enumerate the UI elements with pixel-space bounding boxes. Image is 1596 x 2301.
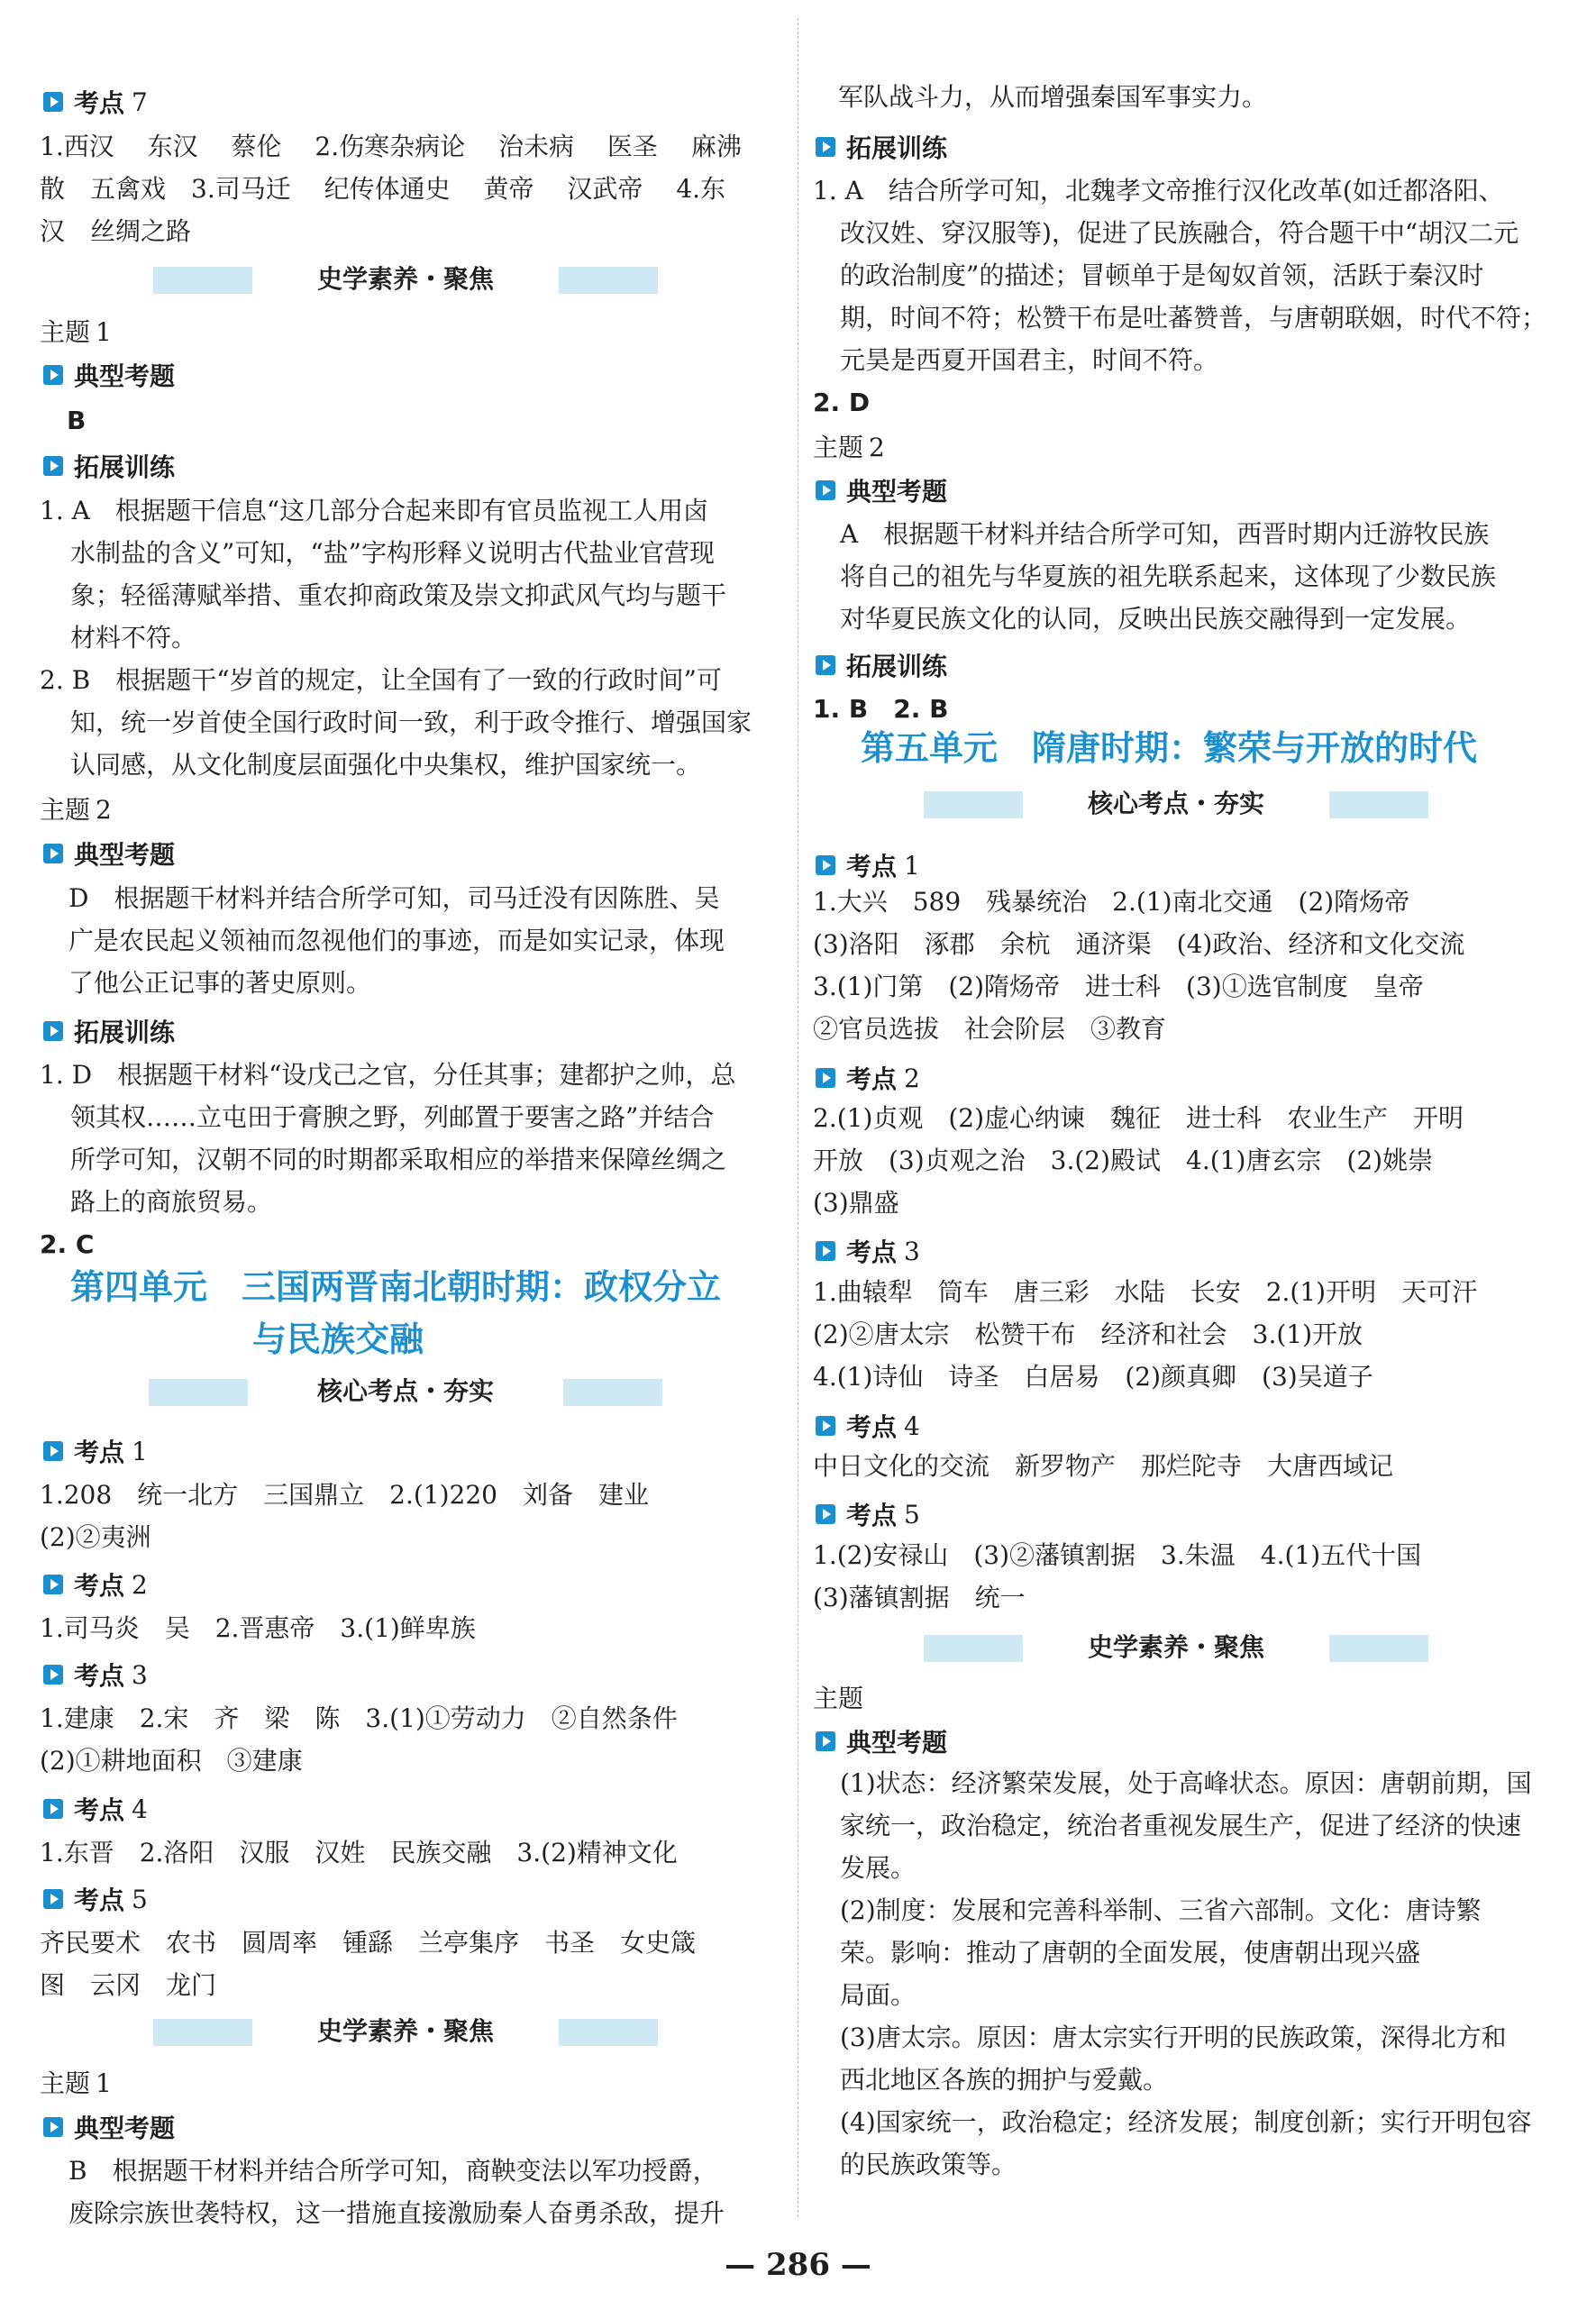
text-line: 4.(1)诗仙 诗圣 白居易 (2)颜真卿 (3)吴道子 <box>813 1362 1373 1392</box>
topic-heading: 主题 2 <box>813 433 885 462</box>
text-line: D 根据题干材料并结合所学可知，司马迁没有因陈胜、吴 <box>68 883 720 913</box>
play-icon <box>43 1799 63 1819</box>
text-line: 水制盐的含义”可知，“盐”字构形释义说明古代盐业官营现 <box>70 538 715 568</box>
dianxing-header: 典型考题 <box>816 472 947 508</box>
text-line: 1.(2)安禄山 (3)②藩镇割据 3.朱温 4.(1)五代十国 <box>813 1540 1422 1570</box>
play-icon <box>816 655 835 675</box>
text-line: (2)制度：发展和完善科举制、三省六部制。文化：唐诗繁 <box>840 1895 1482 1925</box>
text-line: 1.司马炎 吴 2.晋惠帝 3.(1)鲜卑族 <box>40 1613 476 1643</box>
text-line: 汉 丝绸之路 <box>40 216 192 246</box>
text-line: 齐民要术 农书 圆周率 锺繇 兰亭集序 书圣 女史箴 <box>40 1928 697 1958</box>
text-line: 1.东晋 2.洛阳 汉服 汉姓 民族交融 3.(2)精神文化 <box>40 1838 678 1867</box>
text-line: 图 云冈 龙门 <box>40 1970 217 2000</box>
text-line: 的政治制度”的描述；冒顿单于是匈奴首领，活跃于秦汉时 <box>840 260 1484 290</box>
play-icon <box>816 855 835 875</box>
text-line: 2. D <box>813 388 871 417</box>
text-line: 知，统一岁首使全国行政时间一致，利于政令推行、增强国家 <box>70 708 752 737</box>
play-icon <box>816 137 835 157</box>
text-line: 象；轻徭薄赋举措、重农抑商政策及崇文抑武风气均与题干 <box>70 580 727 610</box>
text-line: 发展。 <box>840 1853 917 1883</box>
text-line: (1)状态：经济繁荣发展，处于高峰状态。原因：唐朝前期，国 <box>840 1768 1532 1798</box>
text-line: (2)②唐太宗 松赞干布 经济和社会 3.(1)开放 <box>813 1319 1363 1349</box>
play-icon <box>43 456 63 476</box>
play-icon <box>43 365 63 385</box>
text-line: 的民族政策等。 <box>840 2150 1017 2179</box>
kaodian-header: 考点 4 <box>43 1791 148 1827</box>
text-line: 元昊是西夏开国君主，时间不符。 <box>840 345 1219 375</box>
play-icon <box>43 2117 63 2137</box>
tuozhan-header: 拓展训练 <box>816 129 947 165</box>
text-line: 3.(1)门第 (2)隋炀帝 进士科 (3)①选官制度 皇帝 <box>813 972 1424 1001</box>
text-line: ②官员选拔 社会阶层 ③教育 <box>813 1014 1167 1044</box>
text-line: 路上的商旅贸易。 <box>70 1187 273 1217</box>
play-icon <box>816 1504 835 1524</box>
tuozhan-header: 拓展训练 <box>43 1013 175 1049</box>
text-line: (4)国家统一，政治稳定；经济发展；制度创新；实行开明包容 <box>840 2107 1532 2137</box>
text-line: 1.大兴 589 残暴统治 2.(1)南北交通 (2)隋炀帝 <box>813 887 1410 917</box>
play-icon <box>43 1575 63 1594</box>
kaodian-header: 考点 5 <box>43 1881 148 1917</box>
kaodian-header: 考点 4 <box>816 1408 920 1444</box>
text-line: 1. A 结合所学可知，北魏孝文帝推行汉化改革(如迁都洛阳、 <box>813 176 1504 205</box>
kaodian-header: 考点 1 <box>43 1433 148 1469</box>
section-banner: 史学素养・聚焦 <box>153 2013 658 2050</box>
kaodian-header: 考点 5 <box>816 1496 920 1532</box>
section-banner: 核心考点・夯实 <box>149 1374 662 1410</box>
text-line: (2)①耕地面积 ③建康 <box>40 1746 303 1776</box>
play-icon <box>43 1665 63 1685</box>
unit-title: 第五单元 隋唐时期：繁荣与开放的时代 <box>861 727 1478 768</box>
text-line: 1. A 根据题干信息“这几部分合起来即有官员监视工人用卤 <box>40 496 709 525</box>
text-line: 1. B 2. B <box>813 694 949 724</box>
play-icon <box>816 1731 835 1751</box>
dianxing-header: 典型考题 <box>43 835 175 872</box>
page-number: — 286 — <box>725 2247 871 2283</box>
section-banner: 史学素养・聚焦 <box>924 1630 1428 1666</box>
text-line: 家统一，政治稳定，统治者重视发展生产，促进了经济的快速 <box>840 1811 1522 1840</box>
kaodian-header: 考点 1 <box>816 847 920 883</box>
play-icon <box>43 1021 63 1041</box>
text-line: 1.西汉 东汉 蔡伦 2.伤寒杂病论 治未病 医圣 麻沸 <box>40 132 742 161</box>
text-line: 2. B 根据题干“岁首的规定，让全国有了一致的行政时间”可 <box>40 665 722 695</box>
text-line: (3)唐太宗。原因：唐太宗实行开明的民族政策，深得北方和 <box>840 2023 1507 2052</box>
text-line: (2)②夷洲 <box>40 1522 151 1552</box>
text-line: A 根据题干材料并结合所学可知，西晋时期内迁游牧民族 <box>840 519 1490 549</box>
kaodian-header: 考点 2 <box>43 1566 148 1602</box>
text-line: 开放 (3)贞观之治 3.(2)殿试 4.(1)唐玄宗 (2)姚崇 <box>813 1146 1434 1175</box>
text-line: 了他公正记事的著史原则。 <box>68 968 372 998</box>
kaodian-header: 考点 3 <box>43 1657 148 1693</box>
text-line: 期，时间不符；松赞干布是吐蕃赞普，与唐朝联姻，时代不符； <box>840 303 1547 333</box>
text-line: (3)洛阳 涿郡 余杭 通济渠 (4)政治、经济和文化交流 <box>813 929 1465 959</box>
play-icon <box>816 1416 835 1436</box>
dianxing-header: 典型考题 <box>816 1723 947 1759</box>
text-line: 散 五禽戏 3.司马迁 纪传体通史 黄帝 汉武帝 4.东 <box>40 174 726 204</box>
text-line: 材料不符。 <box>70 623 197 653</box>
answer: B <box>67 406 87 435</box>
topic-heading: 主题 <box>813 1684 864 1713</box>
tuozhan-header: 拓展训练 <box>43 448 175 484</box>
text-line: 广是农民起义领袖而忽视他们的事迹，而是如实记录，体现 <box>68 926 725 955</box>
tuozhan-header: 拓展训练 <box>816 647 947 683</box>
kaodian-7-header: 考点 7 <box>43 84 148 120</box>
topic-heading: 主题 2 <box>40 795 112 825</box>
text-line: 废除宗族世袭特权，这一措施直接激励秦人奋勇杀敌，提升 <box>68 2198 725 2228</box>
topic-heading: 主题 1 <box>40 317 112 347</box>
text-line: 局面。 <box>840 1980 917 2010</box>
unit-title: 第四单元 三国两晋南北朝时期：政权分立 <box>70 1266 722 1307</box>
play-icon <box>43 1889 63 1909</box>
text-line: 领其权……立屯田于膏腴之野，列邮置于要害之路”并结合 <box>70 1102 715 1132</box>
text-line: 1.208 统一北方 三国鼎立 2.(1)220 刘备 建业 <box>40 1480 649 1510</box>
section-banner: 核心考点・夯实 <box>924 786 1428 822</box>
text-line: 荣。影响：推动了唐朝的全面发展，使唐朝出现兴盛 <box>840 1938 1421 1968</box>
play-icon <box>816 1068 835 1088</box>
text-line: 军队战斗力，从而增强秦国军事实力。 <box>838 82 1268 112</box>
play-icon <box>816 1241 835 1261</box>
text-line: 所学可知，汉朝不同的时期都采取相应的举措来保障丝绸之 <box>70 1145 727 1174</box>
section-banner: 史学素养・聚焦 <box>153 261 658 297</box>
text-line: (3)鼎盛 <box>813 1188 899 1218</box>
text-line: 1.曲辕犁 筒车 唐三彩 水陆 长安 2.(1)开明 天可汗 <box>813 1277 1478 1307</box>
dianxing-header: 典型考题 <box>43 2109 175 2145</box>
play-icon <box>816 480 835 500</box>
unit-title: 与民族交融 <box>252 1319 424 1359</box>
text-line: 改汉姓、穿汉服等)，促进了民族融合，符合题干中“胡汉二元 <box>840 218 1519 248</box>
text-line: 2.(1)贞观 (2)虚心纳谏 魏征 进士科 农业生产 开明 <box>813 1103 1464 1133</box>
text-line: 1.建康 2.宋 齐 梁 陈 3.(1)①劳动力 ②自然条件 <box>40 1703 678 1733</box>
kaodian-header: 考点 2 <box>816 1060 920 1096</box>
play-icon <box>43 92 63 112</box>
text-line: 中日文化的交流 新罗物产 那烂陀寺 大唐西域记 <box>813 1451 1394 1481</box>
text-line: 1. D 根据题干材料“设戊己之官，分任其事；建都护之帅，总 <box>40 1060 736 1090</box>
kaodian-header: 考点 3 <box>816 1233 920 1269</box>
text-line: 西北地区各族的拥护与爱戴。 <box>840 2065 1169 2095</box>
topic-heading: 主题 1 <box>40 2068 112 2098</box>
dianxing-header: 典型考题 <box>43 357 175 393</box>
text-line: 认同感，从文化制度层面强化中央集权，维护国家统一。 <box>70 750 702 780</box>
text-line: 将自己的祖先与华夏族的祖先联系起来，这体现了少数民族 <box>840 562 1497 591</box>
text-line: 对华夏民族文化的认同，反映出民族交融得到一定发展。 <box>840 604 1472 634</box>
text-line: B 根据题干材料并结合所学可知，商鞅变法以军功授爵， <box>68 2156 718 2186</box>
play-icon <box>43 844 63 863</box>
text-line: (3)藩镇割据 统一 <box>813 1583 1026 1612</box>
text-line: 2. C <box>40 1229 95 1259</box>
play-icon <box>43 1441 63 1461</box>
